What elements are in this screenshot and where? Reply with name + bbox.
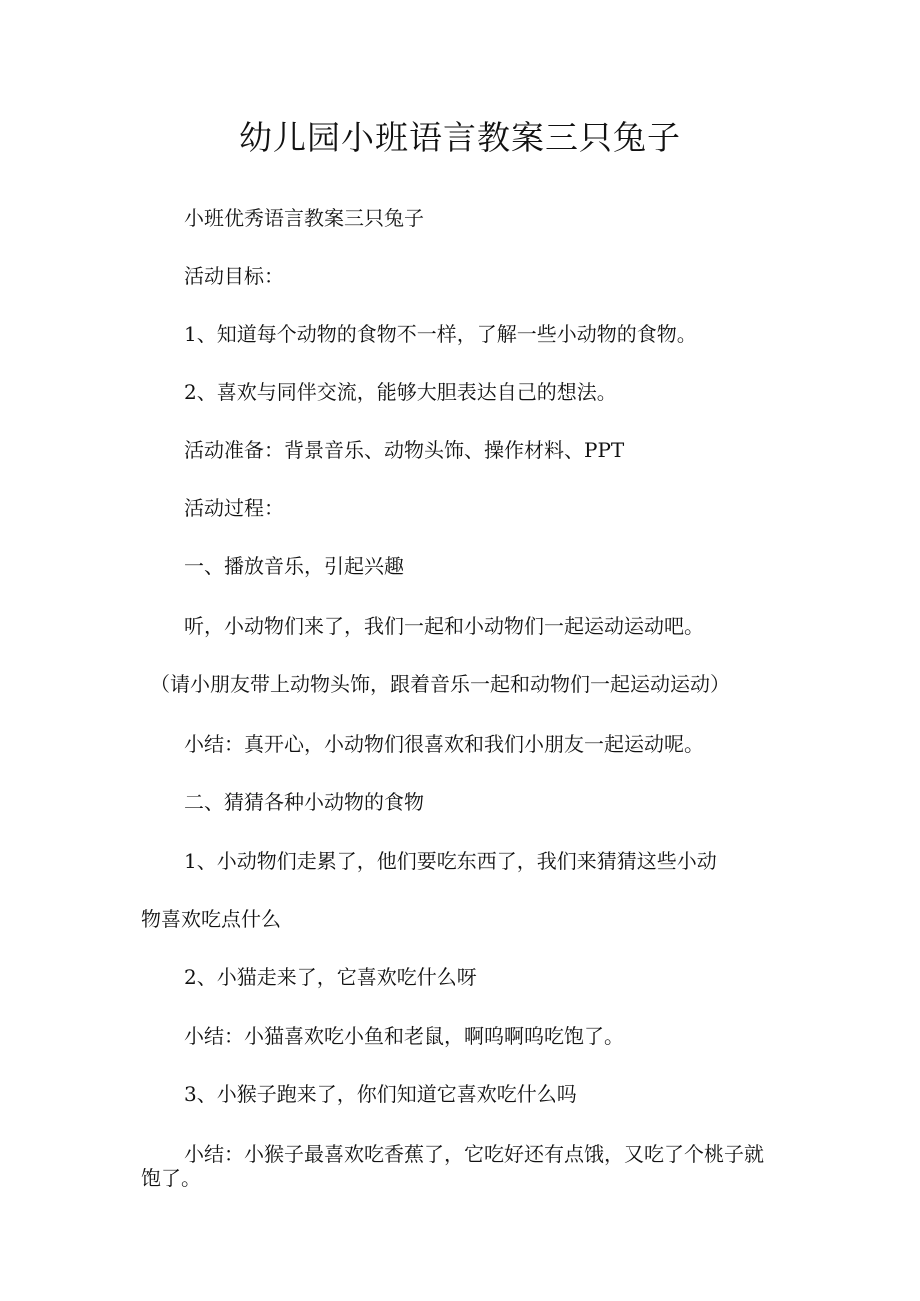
step-one-heading: 一、播放音乐，引起兴趣	[184, 554, 404, 578]
body-paragraph: 1、小动物们走累了，他们要吃东西了，我们来猜猜这些小动	[184, 849, 717, 873]
body-paragraph-continuation: 物喜欢吃点什么	[141, 907, 281, 931]
parenthetical-note: （请小朋友带上动物头饰，跟着音乐一起和动物们一起运动运动）	[150, 672, 730, 696]
subtitle-paragraph: 小班优秀语言教案三只兔子	[184, 206, 424, 230]
body-paragraph: 3、小猴子跑来了，你们知道它喜欢吃什么吗	[184, 1082, 577, 1106]
body-paragraph: 听，小动物们来了，我们一起和小动物们一起运动运动吧。	[184, 614, 704, 638]
document-title: 幼儿园小班语言教案三只兔子	[239, 118, 681, 157]
summary-paragraph-continuation: 饱了。	[141, 1166, 201, 1190]
process-heading: 活动过程：	[184, 496, 284, 520]
step-two-heading: 二、猜猜各种小动物的食物	[184, 790, 424, 814]
body-paragraph: 2、小猫走来了，它喜欢吃什么呀	[184, 965, 477, 989]
summary-paragraph: 小结：小猫喜欢吃小鱼和老鼠，啊呜啊呜吃饱了。	[184, 1024, 624, 1048]
objective-item-1: 1、知道每个动物的食物不一样，了解一些小动物的食物。	[184, 322, 697, 346]
summary-paragraph: 小结：真开心，小动物们很喜欢和我们小朋友一起运动呢。	[184, 732, 704, 756]
summary-paragraph: 小结：小猴子最喜欢吃香蕉了，它吃好还有点饿，又吃了个桃子就	[184, 1142, 764, 1166]
objective-item-2: 2、喜欢与同伴交流，能够大胆表达自己的想法。	[184, 380, 617, 404]
objectives-heading: 活动目标：	[184, 264, 284, 288]
preparation-paragraph: 活动准备：背景音乐、动物头饰、操作材料、PPT	[184, 438, 625, 462]
